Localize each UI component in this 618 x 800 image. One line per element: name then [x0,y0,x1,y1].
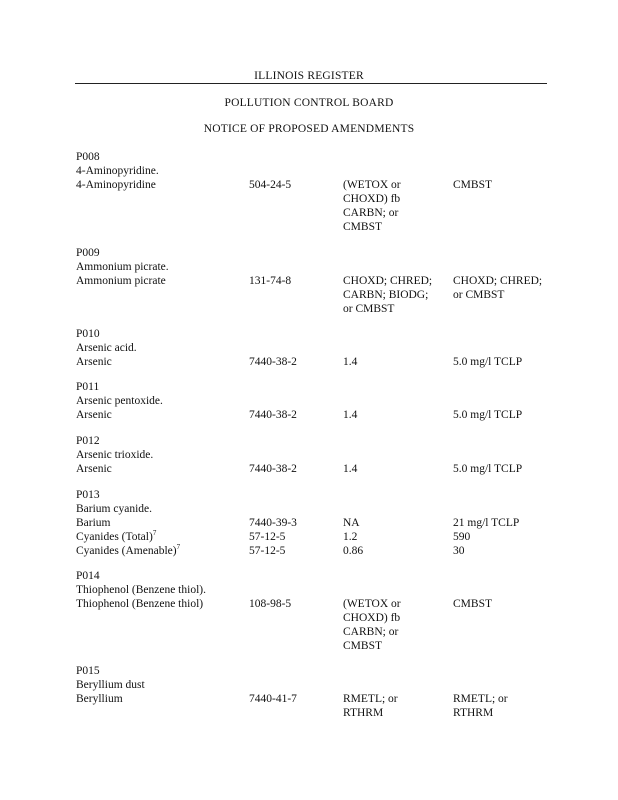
wastewater-standard: CHOXD; CHRED; [343,275,433,287]
waste-code: P014 [76,570,100,582]
wastewater-standard: 1.4 [343,463,358,475]
wastewater-standard: 1.2 [343,531,358,543]
wastewater-standard: CARBN; or [343,626,399,638]
wastewater-standard: (WETOX or [343,179,401,191]
wastewater-standard: CMBST [343,640,382,652]
constituent: Arsenic [76,409,112,421]
waste-code: P011 [76,381,100,393]
waste-code: P013 [76,489,100,501]
constituent: Thiophenol (Benzene thiol) [76,598,204,610]
waste-code: P010 [76,328,100,340]
waste-code: P012 [76,435,100,447]
constituent: Barium [76,517,111,529]
constituent: Cyanides (Amenable)$^7$ [76,543,181,557]
constituent: 4-Aminopyridine [76,179,156,191]
wastewater-standard: CMBST [343,221,382,233]
nonwastewater-standard: 5.0 mg/l TCLP [453,463,523,475]
waste-code: P015 [76,665,100,677]
cas-number: 7440-39-3 [249,517,297,529]
waste-name: Arsenic acid. [76,342,137,354]
cas-number: 7440-41-7 [249,693,297,705]
constituent: Arsenic [76,356,112,368]
nonwastewater-standard: RMETL; or [453,693,508,705]
constituent: Ammonium picrate [76,275,166,287]
waste-name: Arsenic pentoxide. [76,395,163,407]
wastewater-standard: 1.4 [343,356,358,368]
notice-title: NOTICE OF PROPOSED AMENDMENTS [203,123,415,135]
waste-code: P008 [76,151,100,163]
wastewater-standard: CARBN; BIODG; [343,289,429,301]
cas-number: 108-98-5 [249,598,292,610]
wastewater-standard: or CMBST [343,303,395,315]
cas-number: 504-24-5 [249,179,292,191]
waste-code: P009 [76,247,100,259]
nonwastewater-standard: CHOXD; CHRED; [453,275,543,287]
nonwastewater-standard: CMBST [453,179,492,191]
waste-name: Arsenic trioxide. [76,449,154,461]
constituent: Arsenic [76,463,112,475]
register-title: ILLINOIS REGISTER [254,70,364,82]
waste-name: Thiophenol (Benzene thiol). [76,584,206,596]
constituent: Beryllium [76,693,123,705]
constituent: Cyanides (Total)$^7$ [76,529,157,543]
waste-name: 4-Aminopyridine. [76,165,159,177]
wastewater-standard: NA [343,517,360,529]
nonwastewater-standard: 21 mg/l TCLP [453,517,520,529]
cas-number: 131-74-8 [249,275,292,287]
nonwastewater-standard: RTHRM [453,707,494,719]
nonwastewater-standard: 590 [453,531,471,543]
cas-number: 7440-38-2 [249,409,297,421]
wastewater-standard: 0.86 [343,545,364,557]
wastewater-standard: CARBN; or [343,207,399,219]
board-title: POLLUTION CONTROL BOARD [224,97,394,109]
nonwastewater-standard: 5.0 mg/l TCLP [453,409,523,421]
cas-number: 57-12-5 [249,531,286,543]
wastewater-standard: (WETOX or [343,598,401,610]
waste-name: Beryllium dust [76,679,145,691]
nonwastewater-standard: 30 [453,545,465,557]
waste-name: Barium cyanide. [76,503,153,515]
wastewater-standard: CHOXD) fb [343,612,401,624]
nonwastewater-standard: or CMBST [453,289,505,301]
footnote-marker: 7 [152,529,157,537]
header-rule [75,83,547,84]
waste-name: Ammonium picrate. [76,261,169,273]
wastewater-standard: 1.4 [343,409,358,421]
wastewater-standard: CHOXD) fb [343,193,401,205]
wastewater-standard: RTHRM [343,707,384,719]
cas-number: 7440-38-2 [249,356,297,368]
nonwastewater-standard: 5.0 mg/l TCLP [453,356,523,368]
footnote-marker: 7 [176,543,181,551]
cas-number: 57-12-5 [249,545,286,557]
nonwastewater-standard: CMBST [453,598,492,610]
cas-number: 7440-38-2 [249,463,297,475]
wastewater-standard: RMETL; or [343,693,398,705]
